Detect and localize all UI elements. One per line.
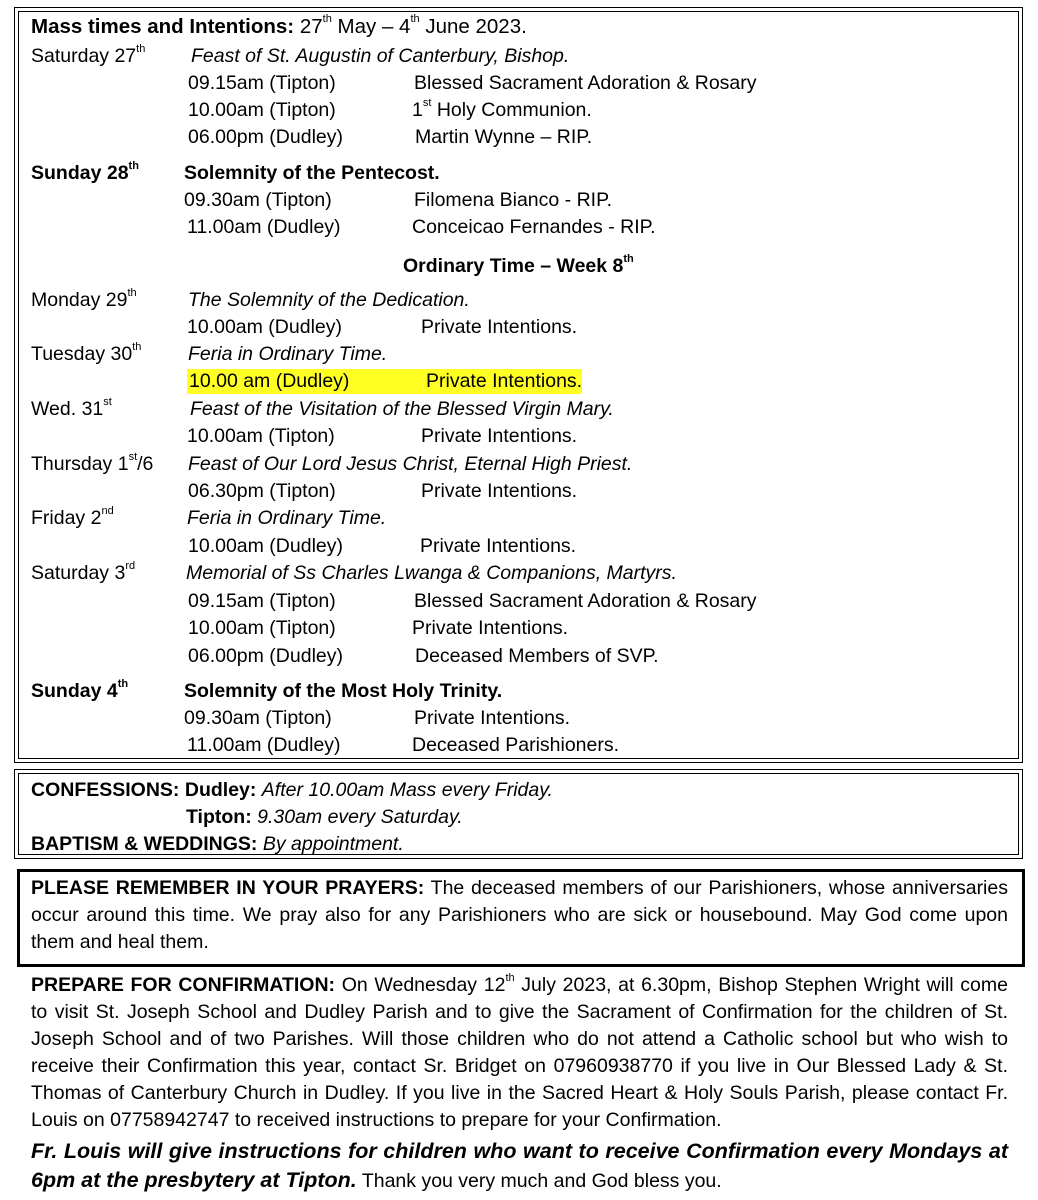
mass-intention: Private Intentions. [421, 316, 578, 338]
prayers-paragraph: PLEASE REMEMBER IN YOUR PRAYERS: The deceased members of our Parishioners, whose anniversaries occur around this time. We pray also for any Parishioners who are sick or housebound. May God come upon them and heal them. [31, 877, 1008, 953]
day-sunday-28: Sunday 28th [31, 160, 139, 184]
mass-times-heading: Mass times and Intentions: 27th May – 4th June 2023. [31, 13, 527, 38]
mass-intention-highlighted: Private Intentions. [426, 370, 583, 392]
ordinary-time-week-heading: Ordinary Time – Week 8th [403, 253, 634, 277]
mass-intention: Private Intentions. [420, 535, 577, 557]
feast-tuesday-30: Feria in Ordinary Time. [188, 343, 388, 365]
feast-monday-29: The Solemnity of the Dedication. [188, 289, 470, 311]
mass-time-highlighted: 10.00 am (Dudley) [189, 370, 350, 392]
feast-thursday-1: Feast of Our Lord Jesus Christ, Eternal High Priest. [188, 453, 633, 475]
confirmation-paragraph: PREPARE FOR CONFIRMATION: On Wednesday 12th July 2023, at 6.30pm, Bishop Stephen Wright will come to visit St. Joseph School and Dudley Parish and to give the Sacrament of Confirmation for the children of St. Joseph School and of two Parishes. Will those children who do not attend a Catholic school but who wish to receive their Confirmation this year, contact Sr. Bridget on 07960938770 if you live in Our Blessed Lady & St. Thomas of Canterbury Church in Dudley. If you live in the Sacred Heart & Holy Souls Parish, please contact Fr. Louis on 07758942747 to received instructions to prepare for your Confirmation. [31, 972, 1008, 1131]
mass-time: 09.30am (Tipton) [184, 707, 332, 729]
mass-intention: Martin Wynne – RIP. [415, 126, 593, 148]
confirmation-instructions: Fr. Louis will give instructions for children who want to receive Confirmation every Mondays at 6pm at the presbytery at Tipton. Thank you very much and God bless you. [31, 1139, 1008, 1192]
day-sunday-4: Sunday 4th [31, 678, 129, 702]
feast-friday-2: Feria in Ordinary Time. [187, 507, 387, 529]
mass-intention: Private Intentions. [421, 480, 578, 502]
day-wednesday-31: Wed. 31st [31, 396, 112, 420]
mass-time: 09.30am (Tipton) [184, 189, 332, 211]
mass-time: 06.00pm (Dudley) [188, 645, 343, 667]
mass-time: 10.00am (Dudley) [188, 535, 343, 557]
mass-time: 10.00am (Tipton) [188, 617, 336, 639]
mass-intention: Blessed Sacrament Adoration & Rosary [414, 590, 757, 612]
mass-time: 06.00pm (Dudley) [188, 126, 343, 148]
mass-time: 10.00am (Tipton) [187, 425, 335, 447]
mass-time: 09.15am (Tipton) [188, 72, 336, 94]
mass-time: 11.00am (Dudley) [187, 734, 341, 756]
day-thursday-1: Thursday 1st/6 [31, 451, 154, 475]
feast-sunday-28: Solemnity of the Pentecost. [184, 162, 440, 184]
mass-time: 06.30pm (Tipton) [188, 480, 336, 502]
mass-time: 10.00am (Dudley) [187, 316, 342, 338]
mass-intention: Filomena Bianco - RIP. [414, 189, 612, 211]
day-friday-2: Friday 2nd [31, 505, 114, 529]
feast-saturday-27: Feast of St. Augustin of Canterbury, Bishop. [191, 45, 570, 67]
mass-intention: 1st Holy Communion. [412, 97, 592, 121]
mass-intention: Conceicao Fernandes - RIP. [412, 216, 656, 238]
mass-intention: Private Intentions. [421, 425, 578, 447]
mass-intention: Private Intentions. [414, 707, 571, 729]
mass-intention: Blessed Sacrament Adoration & Rosary [414, 72, 757, 94]
mass-intention: Deceased Members of SVP. [415, 645, 659, 667]
day-tuesday-30: Tuesday 30th [31, 341, 142, 365]
day-saturday-3: Saturday 3rd [31, 560, 136, 584]
mass-intention: Private Intentions. [412, 617, 569, 639]
baptism-weddings-line: BAPTISM & WEDDINGS: By appointment. [31, 833, 404, 855]
feast-saturday-3: Memorial of Ss Charles Lwanga & Companions, Martyrs. [186, 562, 677, 584]
mass-time: 10.00am (Tipton) [188, 99, 336, 121]
confessions-tipton-line: Tipton: 9.30am every Saturday. [186, 806, 463, 828]
feast-sunday-4: Solemnity of the Most Holy Trinity. [184, 680, 503, 702]
mass-intention: Deceased Parishioners. [412, 734, 620, 756]
mass-time: 09.15am (Tipton) [188, 590, 336, 612]
mass-time: 11.00am (Dudley) [187, 216, 341, 238]
feast-wednesday-31: Feast of the Visitation of the Blessed Virgin Mary. [190, 398, 614, 420]
day-saturday-27: Saturday 27th [31, 43, 146, 67]
day-monday-29: Monday 29th [31, 287, 137, 311]
confessions-dudley-line: CONFESSIONS: Dudley: After 10.00am Mass every Friday. [31, 779, 553, 801]
